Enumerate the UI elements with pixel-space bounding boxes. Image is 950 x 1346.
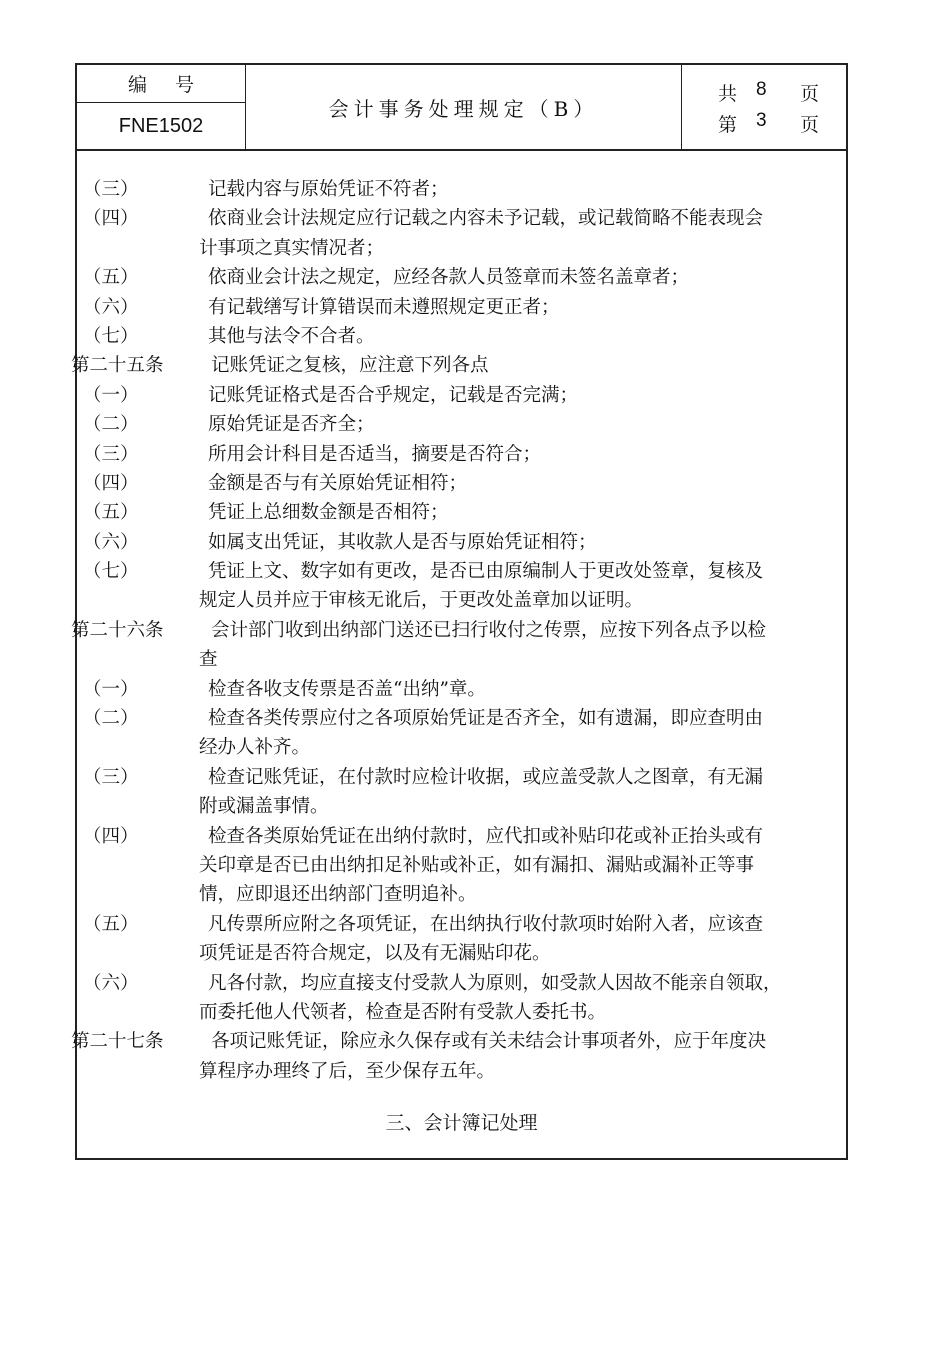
line-text: 凭证上文、数字如有更改，是否已由原编制人于更改处签章，复核及 <box>208 561 764 583</box>
clause-line <box>71 381 831 410</box>
clause-number: （一） <box>83 678 139 700</box>
line-text: 原始凭证是否齐全； <box>208 414 375 436</box>
clause-number: （五） <box>83 913 139 935</box>
clause-number: （一） <box>83 384 139 406</box>
clause-number: （三） <box>83 766 139 788</box>
article-line <box>71 616 831 645</box>
clause-line <box>71 263 831 292</box>
clause-line <box>71 322 831 351</box>
line-text: 检查各类传票应付之各项原始凭证是否齐全，如有遗漏，即应查明由 <box>208 708 764 730</box>
clause-line <box>71 440 831 469</box>
code-value: FNE1502 <box>77 103 246 149</box>
clause-line <box>71 528 831 557</box>
line-text: 检查各收支传票是否盖“出纳”章。 <box>208 678 486 700</box>
line-text: 情，应即退还出纳部门查明追补。 <box>199 884 477 906</box>
clause-line <box>71 792 831 821</box>
clause-line <box>71 763 831 792</box>
clause-line <box>71 1057 831 1086</box>
line-text: 而委托他人代领者，检查是否附有受款人委托书。 <box>199 1001 607 1023</box>
line-text: 依商业会计法之规定，应经各款人员签章而未签名盖章者； <box>208 267 690 289</box>
line-text: 项凭证是否符合规定，以及有无漏贴印花。 <box>199 943 551 965</box>
clause-line <box>71 939 831 968</box>
line-text: 检查各类原始凭证在出纳付款时，应代扣或补贴印花或补正抬头或有 <box>208 825 764 847</box>
line-text: 会计部门收到出纳部门送还已扫行收付之传票，应按下列各点予以检 <box>211 619 767 641</box>
clause-number: （二） <box>83 414 139 436</box>
total-pages-row: 共 8 页 <box>718 79 820 105</box>
line-text: 凡传票所应附之各项凭证，在出纳执行收付款项时始附入者，应该查 <box>208 913 764 935</box>
line-text: 检查记账凭证，在付款时应检计收据，或应盖受款人之图章，有无漏 <box>208 766 764 788</box>
page-info <box>682 65 848 149</box>
clause-line <box>71 704 831 733</box>
line-text: 金额是否与有关原始凭证相符； <box>208 472 468 494</box>
clause-line <box>71 998 831 1027</box>
line-text: 记账凭证格式是否合乎规定，记载是否完满； <box>208 384 579 406</box>
line-text: 规定人员并应于审核无讹后，于更改处盖章加以证明。 <box>199 590 644 612</box>
line-text: 算程序办理终了后，至少保存五年。 <box>199 1060 496 1082</box>
clause-line <box>71 969 831 998</box>
clause-line <box>71 204 831 233</box>
clause-line <box>71 498 831 527</box>
line-text: 查 <box>199 649 218 671</box>
section-title: 三、会计簿记处理 <box>385 1112 538 1134</box>
clause-line <box>71 586 831 615</box>
total-pages: 8 <box>756 79 767 100</box>
line-text: 关印章是否已由出纳扣足补贴或补正，如有漏扣、漏贴或漏补正等事 <box>199 854 755 876</box>
clause-line <box>71 880 831 909</box>
clause-line <box>71 733 831 762</box>
line-text: 记载内容与原始凭证不符者； <box>208 179 449 200</box>
clause-number: （七） <box>83 325 139 347</box>
current-page: 3 <box>756 110 767 131</box>
clause-line <box>71 557 831 586</box>
document-body <box>71 175 831 1086</box>
line-text: 凭证上总细数金额是否相符； <box>208 502 449 524</box>
line-text: 所用会计科目是否适当，摘要是否符合； <box>208 443 542 465</box>
clause-number: （六） <box>83 531 139 553</box>
line-text: 如属支出凭证，其收款人是否与原始凭证相符； <box>208 531 597 553</box>
clause-number: （四） <box>83 825 139 847</box>
clause-number: （三） <box>83 443 139 465</box>
clause-line <box>71 675 831 704</box>
line-text: 计事项之真实情况者； <box>199 237 385 259</box>
clause-line <box>71 822 831 851</box>
clause-number: （二） <box>83 708 139 730</box>
line-text: 其他与法令不合者。 <box>208 325 375 347</box>
current-page-row: 第 3 页 <box>718 110 820 136</box>
line-text: 附或漏盖事情。 <box>199 796 329 818</box>
clause-line <box>71 851 831 880</box>
clause-line <box>71 410 831 439</box>
document-title: 会计事务处理规定（B） <box>246 65 682 149</box>
clause-number: （三） <box>83 179 139 200</box>
line-text: 依商业会计法规定应行记载之内容未予记载，或记载简略不能表现会 <box>208 208 764 230</box>
clause-number: （六） <box>83 972 139 994</box>
code-label: 编号 <box>77 65 246 103</box>
clause-number: （七） <box>83 561 139 583</box>
document-frame <box>71 63 848 1160</box>
article-number: 第二十五条 <box>71 355 164 377</box>
line-text: 各项记账凭证，除应永久保存或有关未结会计事项者外，应于年度决 <box>211 1031 767 1053</box>
article-line <box>71 351 831 380</box>
document-header <box>77 65 846 151</box>
clause-line <box>71 234 831 263</box>
clause-number: （五） <box>83 267 139 289</box>
clause-line <box>71 469 831 498</box>
clause-number: （四） <box>83 208 139 230</box>
clause-line <box>71 645 831 674</box>
clause-number: （四） <box>83 472 139 494</box>
article-number: 第二十七条 <box>71 1031 164 1053</box>
clause-line <box>71 175 831 204</box>
article-number: 第二十六条 <box>71 619 164 641</box>
line-text: 记账凭证之复核，应注意下列各点 <box>211 355 489 377</box>
clause-line <box>71 293 831 322</box>
clause-number: （六） <box>83 296 139 318</box>
line-text: 有记载缮写计算错误而未遵照规定更正者； <box>208 296 560 318</box>
clause-line <box>71 910 831 939</box>
clause-number: （五） <box>83 502 139 524</box>
line-text: 经办人补齐。 <box>199 737 311 759</box>
line-text: 凡各付款，均应直接支付受款人为原则，如受款人因故不能亲自领取， <box>208 972 782 994</box>
article-line <box>71 1027 831 1056</box>
